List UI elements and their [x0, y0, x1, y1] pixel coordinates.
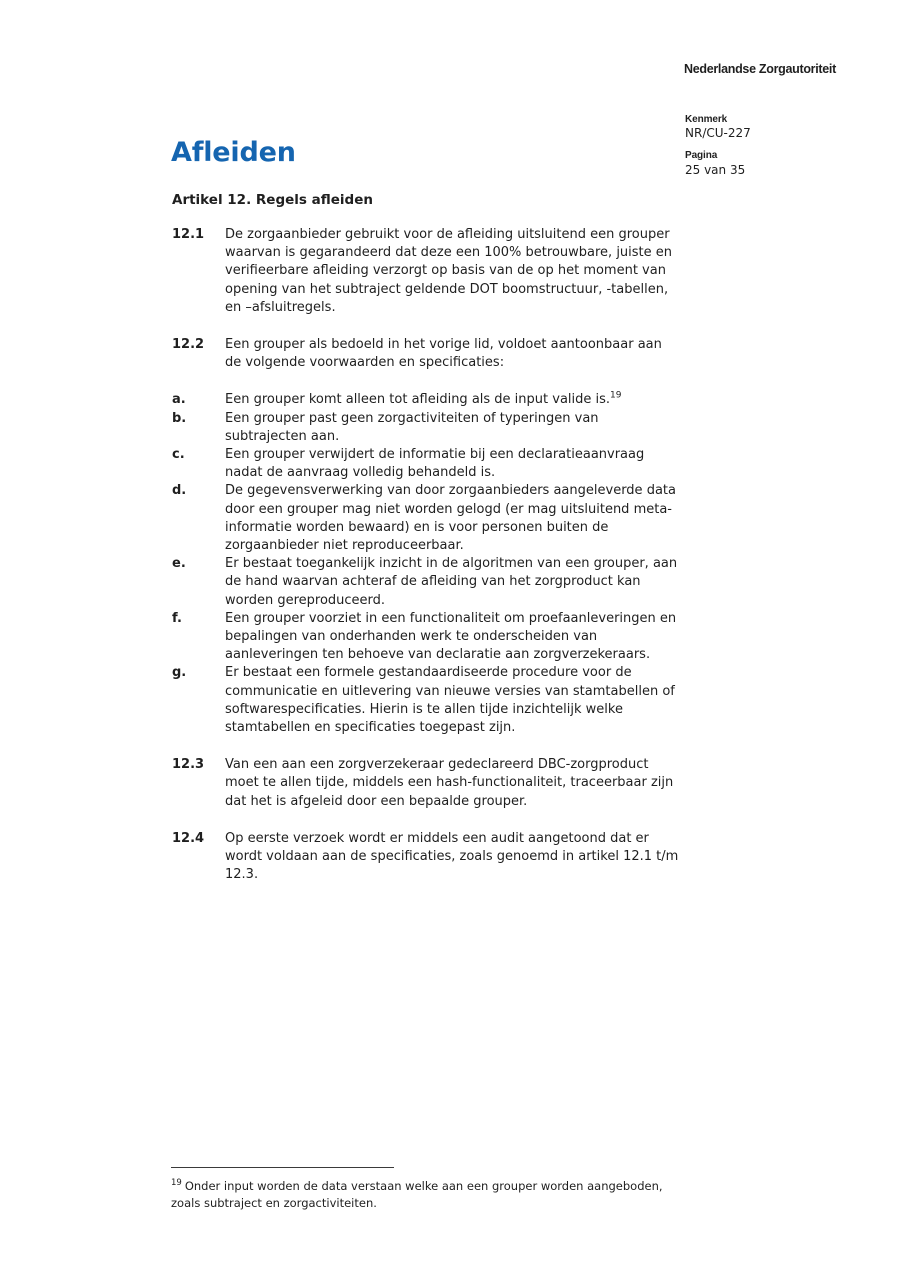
list-item-text: Een grouper past geen zorgactiviteiten of typeringen van subtrajecten aan. [225, 410, 599, 444]
list-item-text: De gegevensverwerking van door zorgaanbieders aangeleverde data door een grouper mag niet worden gelogd (er mag uitsluitend meta-informatie worden bewaard) en is voor personen buiten de zorgaanbieder niet reproduceerbaar. [225, 483, 676, 554]
footnote-separator [171, 1167, 394, 1168]
list-item-text: Een grouper verwijdert de informatie bij een declaratieaanvraag nadat de aanvraag volledig behandeld is. [225, 447, 645, 481]
clause-text: Op eerste verzoek wordt er middels een audit aangetoond dat er wordt voldaan aan de specificaties, zoals genoemd in artikel 12.1 t/m 12.3. [225, 830, 679, 883]
list-item-text: Er bestaat een formele gestandaardiseerde procedure voor de communicatie en uitlevering van nieuwe versies van stamtabellen of softwarespecificaties. Hierin is te allen tijde inzichtelijk welke stamtabellen en specificaties toegepast zijn. [225, 665, 675, 736]
list-item-text [225, 391, 680, 409]
kenmerk-label: Kenmerk [685, 114, 728, 125]
article-body [172, 226, 682, 885]
footnote-marker: 19 [171, 1178, 182, 1189]
article-heading: Artikel 12. Regels afleiden [172, 192, 373, 208]
list-item-a [172, 391, 682, 409]
clause-12-3 [172, 756, 682, 811]
pagina-label: Pagina [685, 150, 718, 161]
list-item-e [172, 555, 682, 610]
list-item-letter: g. [172, 665, 187, 681]
list-item-b [172, 410, 682, 446]
list-item-letter: a. [172, 392, 186, 408]
pagina-value: 25 van 35 [685, 163, 746, 177]
clause-number: 12.2 [172, 337, 205, 353]
page-title: Afleiden [171, 137, 296, 168]
list-item-letter: f. [172, 610, 182, 626]
list-item-text: Er bestaat toegankelijk inzicht in de algoritmen van een grouper, aan de hand waarvan achteraf de afleiding van het zorgproduct kan worden gereproduceerd. [225, 556, 678, 608]
list-item-text-body: Een grouper komt alleen tot afleiding als de input valide is. [225, 392, 611, 408]
list-item-g [172, 664, 682, 737]
list-item-c [172, 446, 682, 482]
footnote-text: Onder input worden de data verstaan welke aan een grouper worden aangeboden, zoals subtraject en zorgactiviteiten. [171, 1179, 663, 1210]
footnote [171, 1178, 676, 1211]
footnote-ref: 19 [610, 391, 622, 402]
list-item-d [172, 482, 682, 555]
clause-text: De zorgaanbieder gebruikt voor de afleiding uitsluitend een grouper waarvan is gegarandeerd dat deze een 100% betrouwbare, juiste en verifieerbare afleiding verzorgt op basis van de op het moment van opening van het subtraject geldende DOT boomstructuur, -tabellen, en –afsluitregels. [225, 227, 673, 315]
list-item-letter: c. [172, 447, 185, 463]
list-item-f [172, 610, 682, 665]
clause-number: 12.1 [172, 227, 205, 242]
clause-12-1 [172, 226, 682, 317]
clause-number: 12.3 [172, 757, 205, 773]
header-organization: Nederlandse Zorgautoriteit [684, 62, 836, 76]
list-item-letter: e. [172, 556, 186, 572]
clause-12-2 [172, 336, 682, 372]
kenmerk-value: NR/CU-227 [685, 126, 751, 140]
list-item-letter: d. [172, 483, 187, 499]
list-item-text: Een grouper voorziet in een functionaliteit om proefaanleveringen en bepalingen van onderhanden werk te onderscheiden van aanleveringen ten behoeve van declaratie aan zorgverzekeraars. [225, 610, 677, 663]
clause-text: Van een aan een zorgverzekeraar gedeclareerd DBC-zorgproduct moet te allen tijde, middels een hash-functionaliteit, traceerbaar zijn dat het is afgeleid door een bepaalde grouper. [225, 757, 674, 809]
clause-12-4 [172, 830, 682, 885]
list-item-letter: b. [172, 410, 187, 426]
clause-text: Een grouper als bedoeld in het vorige lid, voldoet aantoonbaar aan de volgende voorwaarden en specificaties: [225, 337, 662, 371]
clause-number: 12.4 [172, 830, 205, 846]
